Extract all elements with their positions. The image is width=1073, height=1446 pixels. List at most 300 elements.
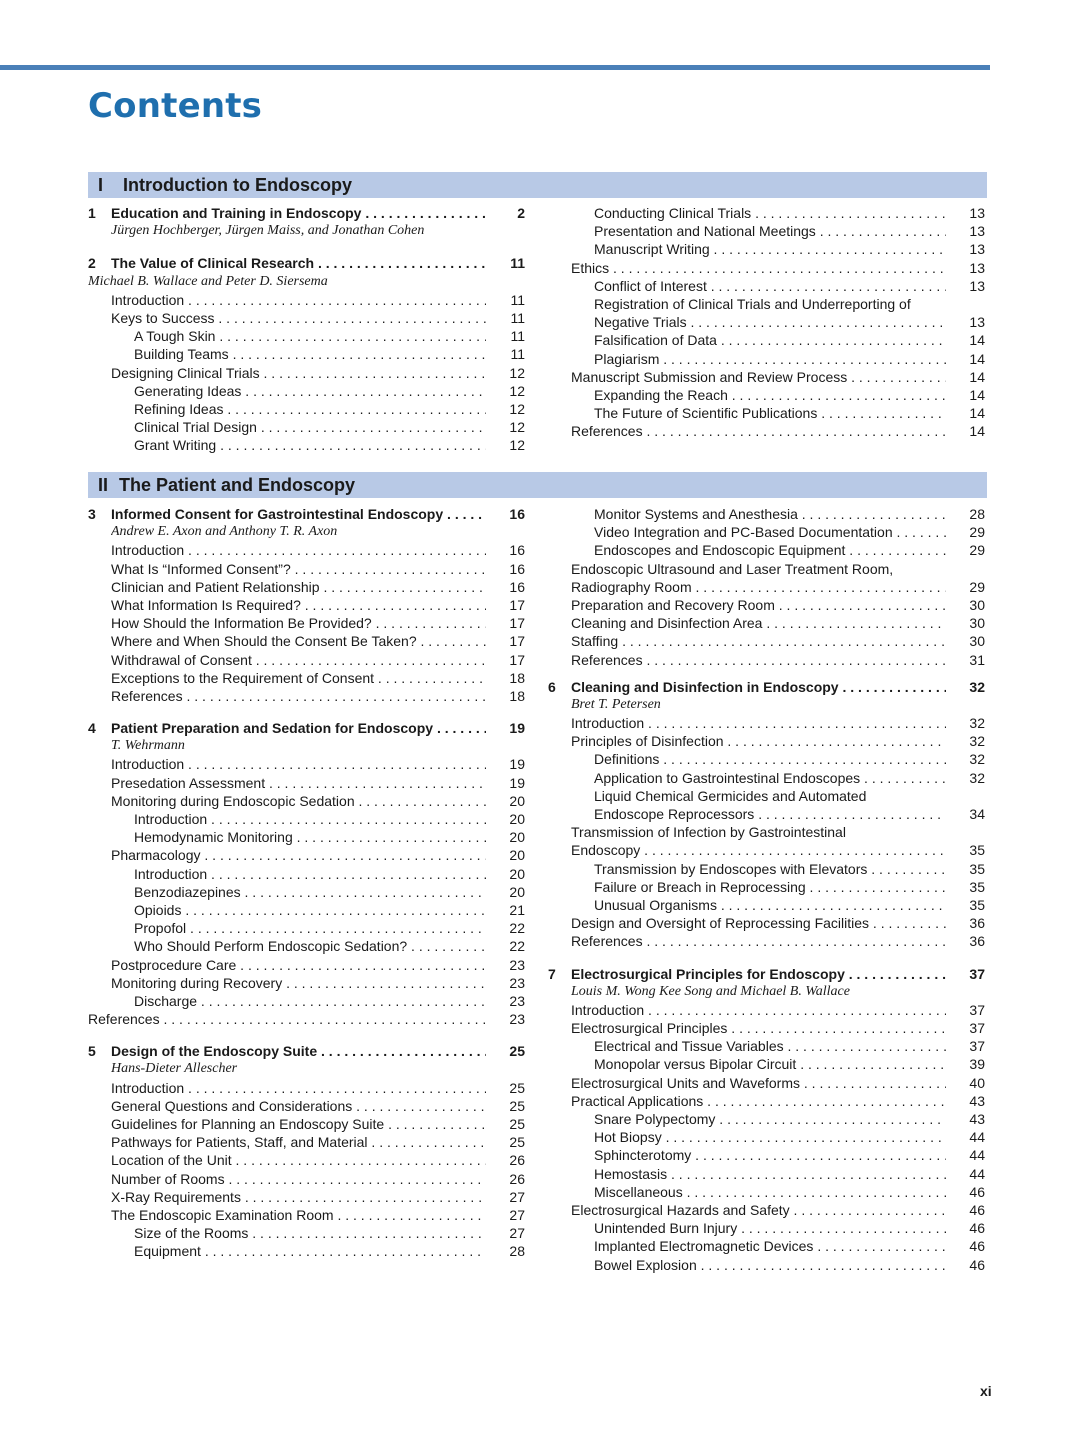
entry-title: Introduction . . . <box>111 1079 486 1097</box>
entry-page-number: 26 <box>509 1152 525 1169</box>
entry-page-number: 23 <box>509 974 525 991</box>
entry-title: References . . . <box>571 651 946 669</box>
entry-title: References . . . <box>571 422 946 440</box>
toc-entry[interactable] <box>548 331 988 349</box>
top-rule <box>0 65 990 70</box>
entry-title: Manuscript Submission and Review Process . . . <box>571 368 946 386</box>
toc-chapter-entry[interactable] <box>88 719 528 737</box>
toc-entry[interactable] <box>548 404 988 422</box>
entry-page-number: 32 <box>969 733 985 750</box>
entry-page-number: 14 <box>969 405 985 422</box>
entry-page-number: 14 <box>969 332 985 349</box>
entry-title: Hans-Dieter Allescher <box>111 1061 238 1077</box>
toc-entry[interactable] <box>548 1165 988 1183</box>
entry-title: X-Ray Requirements . . . <box>111 1188 486 1206</box>
toc-entry[interactable] <box>88 1133 528 1151</box>
part-band-2 <box>88 472 987 498</box>
toc-chapter-entry[interactable] <box>88 204 528 222</box>
entry-page-number: 16 <box>509 560 525 577</box>
entry-title: Building Teams . . . <box>134 345 486 363</box>
toc-entry[interactable] <box>548 240 988 258</box>
entry-page-number: 19 <box>509 720 525 737</box>
entry-title: Where and When Should the Consent Be Taken? . . . <box>111 632 486 650</box>
toc-entry[interactable] <box>88 956 528 974</box>
entry-title: Snare Polypectomy . . . <box>594 1110 946 1128</box>
chapter-number: 6 <box>548 678 556 695</box>
toc-entry[interactable] <box>88 810 528 828</box>
toc-entry[interactable] <box>548 714 988 732</box>
toc-entry[interactable] <box>88 1206 528 1224</box>
toc-chapter-entry[interactable] <box>88 1042 528 1060</box>
entry-title: Andrew E. Axon and Anthony T. R. Axon <box>111 524 338 540</box>
entry-title: General Questions and Considerations . . . <box>111 1097 486 1115</box>
entry-title: Patient Preparation and Sedation for Endoscopy . . . <box>111 719 486 737</box>
toc-column-part2-right <box>548 505 988 1274</box>
toc-entry[interactable] <box>88 974 528 992</box>
entry-title: What Is “Informed Consent”? . . . <box>111 560 486 578</box>
entry-page-number: 25 <box>509 1097 525 1114</box>
toc-entry[interactable] <box>548 841 988 859</box>
chapter-authors <box>88 222 528 240</box>
toc-entry[interactable] <box>88 541 528 559</box>
toc-entry[interactable] <box>88 992 528 1010</box>
entry-page-number: 27 <box>509 1225 525 1242</box>
toc-entry[interactable] <box>88 596 528 614</box>
toc-entry[interactable] <box>548 614 988 632</box>
entry-title: How Should the Information Be Provided? . . . <box>111 614 486 632</box>
entry-title: Guidelines for Planning an Endoscopy Suite . . . <box>111 1115 486 1133</box>
toc-entry[interactable] <box>548 313 988 331</box>
entry-title: Grant Writing . . . <box>134 436 486 454</box>
toc-entry[interactable] <box>548 651 988 669</box>
toc-entry[interactable] <box>548 259 988 277</box>
entry-page-number: 20 <box>509 792 525 809</box>
chapter-authors <box>548 983 988 1001</box>
spacer <box>88 1028 528 1042</box>
toc-entry[interactable] <box>88 291 528 309</box>
entry-page-number: 35 <box>969 860 985 877</box>
toc-entry[interactable] <box>548 1201 988 1219</box>
entry-page-number: 14 <box>969 350 985 367</box>
entry-page-number: 22 <box>509 920 525 937</box>
entry-page-number: 12 <box>509 400 525 417</box>
toc-entry[interactable] <box>548 1055 988 1073</box>
toc-entry[interactable] <box>548 505 988 523</box>
toc-entry[interactable] <box>88 919 528 937</box>
toc-entry[interactable] <box>548 295 988 313</box>
toc-entry[interactable] <box>88 1079 528 1097</box>
toc-entry[interactable] <box>88 1188 528 1206</box>
spacer <box>88 705 528 719</box>
entry-title: Failure or Breach in Reprocessing . . . <box>594 878 946 896</box>
toc-entry[interactable] <box>88 792 528 810</box>
entry-page-number: 20 <box>509 811 525 827</box>
entry-page-number: 12 <box>509 382 525 399</box>
toc-entry[interactable] <box>548 560 988 578</box>
toc-entry[interactable] <box>548 787 988 805</box>
part-number: II <box>98 475 109 495</box>
entry-title: Conflict of Interest . . . <box>594 277 946 295</box>
entry-title: Hemostasis . . . <box>594 1165 946 1183</box>
entry-page-number: 20 <box>509 865 525 882</box>
entry-page-number: 12 <box>509 364 525 381</box>
toc-entry[interactable] <box>88 846 528 864</box>
entry-title: Withdrawal of Consent . . . <box>111 651 486 669</box>
entry-title: Clinical Trial Design . . . <box>134 418 486 436</box>
entry-title: References . . . <box>88 1010 486 1028</box>
toc-entry[interactable] <box>548 750 988 768</box>
entry-title: Propofol . . . <box>134 919 486 937</box>
chapter-authors <box>88 273 528 291</box>
entry-page-number: 22 <box>509 938 525 955</box>
entry-page-number: 13 <box>969 205 985 221</box>
entry-title: Clinician and Patient Relationship . . . <box>111 578 486 596</box>
entry-title: Falsification of Data . . . <box>594 331 946 349</box>
entry-page-number: 37 <box>969 1001 985 1018</box>
entry-page-number: 23 <box>509 992 525 1009</box>
chapter-number: 2 <box>88 255 96 272</box>
entry-page-number: 30 <box>969 633 985 650</box>
entry-title: Equipment . . . <box>134 1242 486 1260</box>
entry-title: Video Integration and PC-Based Documentation . . . <box>594 523 946 541</box>
toc-entry[interactable] <box>548 769 988 787</box>
toc-entry[interactable] <box>548 1237 988 1255</box>
entry-page-number: 43 <box>969 1111 985 1127</box>
entry-page-number: 20 <box>509 829 525 846</box>
toc-entry[interactable] <box>88 560 528 578</box>
toc-entry[interactable] <box>88 364 528 382</box>
entry-page-number: 37 <box>969 1038 985 1055</box>
toc-entry[interactable] <box>548 368 988 386</box>
toc-entry[interactable] <box>548 1092 988 1110</box>
entry-title: Informed Consent for Gastrointestinal Endoscopy . . . <box>111 505 486 523</box>
entry-page-number: 30 <box>969 596 985 613</box>
toc-entry[interactable] <box>548 386 988 404</box>
toc-entry[interactable] <box>88 1170 528 1188</box>
chapter-number: 5 <box>88 1043 96 1060</box>
entry-title: Definitions . . . <box>594 750 946 768</box>
toc-entry[interactable] <box>88 828 528 846</box>
entry-title: Discharge . . . <box>134 992 486 1010</box>
entry-page-number: 44 <box>969 1129 985 1146</box>
entry-title: Presentation and National Meetings . . . <box>594 222 946 240</box>
part-number: I <box>98 175 104 195</box>
entry-page-number: 46 <box>969 1201 985 1218</box>
entry-title: Bret T. Petersen <box>571 696 661 712</box>
entry-title: Benzodiazepines . . . <box>134 883 486 901</box>
entry-title: Unusual Organisms . . . <box>594 896 946 914</box>
toc-entry[interactable] <box>548 878 988 896</box>
toc-chapter-entry[interactable] <box>548 678 988 696</box>
toc-entry[interactable] <box>548 732 988 750</box>
entry-title: Principles of Disinfection . . . <box>571 732 946 750</box>
entry-page-number: 11 <box>510 309 525 326</box>
toc-entry[interactable] <box>548 1074 988 1092</box>
entry-title: Monitoring during Endoscopic Sedation . . . <box>111 792 486 810</box>
entry-title: A Tough Skin . . . <box>134 327 486 345</box>
entry-title: Miscellaneous . . . <box>594 1183 946 1201</box>
entry-title: Monitoring during Recovery . . . <box>111 974 486 992</box>
toc-entry[interactable] <box>548 596 988 614</box>
entry-title: References . . . <box>571 932 946 950</box>
entry-page-number: 20 <box>509 847 525 864</box>
entry-title: Electrosurgical Hazards and Safety . . . <box>571 1201 946 1219</box>
entry-title: Practical Applications . . . <box>571 1092 946 1110</box>
entry-page-number: 17 <box>509 651 525 668</box>
part-title: Introduction to Endoscopy <box>123 175 352 195</box>
entry-title: Opioids . . . <box>134 901 486 919</box>
entry-page-number: 28 <box>969 506 985 522</box>
entry-page-number: 17 <box>509 615 525 632</box>
entry-page-number: 30 <box>969 615 985 632</box>
chapter-authors <box>548 696 988 714</box>
toc-column-part1-right <box>548 204 988 440</box>
toc-entry[interactable] <box>548 805 988 823</box>
entry-page-number: 23 <box>509 1011 525 1028</box>
entry-page-number: 11 <box>510 328 525 345</box>
entry-title: Negative Trials . . . <box>594 313 946 331</box>
toc-entry[interactable] <box>88 937 528 955</box>
entry-title: Conducting Clinical Trials . . . <box>594 204 946 222</box>
entry-page-number: 2 <box>517 205 525 221</box>
spacer <box>548 951 988 965</box>
toc-entry[interactable] <box>88 774 528 792</box>
toc-entry[interactable] <box>88 578 528 596</box>
entry-page-number: 35 <box>969 878 985 895</box>
entry-title: Introduction . . . <box>111 291 486 309</box>
entry-page-number: 11 <box>510 346 525 363</box>
entry-title: Electrical and Tissue Variables . . . <box>594 1037 946 1055</box>
entry-page-number: 19 <box>509 774 525 791</box>
toc-entry[interactable] <box>548 1146 988 1164</box>
spacer <box>88 240 528 254</box>
toc-entry[interactable] <box>548 1183 988 1201</box>
entry-page-number: 12 <box>509 419 525 436</box>
toc-entry[interactable] <box>88 651 528 669</box>
toc-entry[interactable] <box>88 865 528 883</box>
toc-entry[interactable] <box>548 578 988 596</box>
entry-page-number: 12 <box>509 437 525 454</box>
toc-entry[interactable] <box>548 523 988 541</box>
toc-entry[interactable] <box>88 687 528 705</box>
entry-page-number: 27 <box>509 1188 525 1205</box>
toc-entry[interactable] <box>88 883 528 901</box>
entry-page-number: 43 <box>969 1092 985 1109</box>
page-number: xi <box>980 1383 992 1399</box>
entry-page-number: 44 <box>969 1147 985 1164</box>
toc-entry[interactable] <box>548 1256 988 1274</box>
entry-title: Plagiarism . . . <box>594 350 946 368</box>
entry-title: Designing Clinical Trials . . . <box>111 364 486 382</box>
entry-page-number: 29 <box>969 578 985 595</box>
entry-title: Michael B. Wallace and Peter D. Siersema <box>88 273 328 289</box>
spacer <box>548 669 988 678</box>
entry-title: Presedation Assessment . . . <box>111 774 486 792</box>
entry-title: Design and Oversight of Reprocessing Facilities . . . <box>571 914 946 932</box>
toc-entry[interactable] <box>548 350 988 368</box>
entry-page-number: 25 <box>509 1134 525 1151</box>
entry-title: Location of the Unit . . . <box>111 1151 486 1169</box>
toc-entry[interactable] <box>88 327 528 345</box>
entry-title: Number of Rooms . . . <box>111 1170 486 1188</box>
toc-entry[interactable] <box>548 860 988 878</box>
toc-entry[interactable] <box>88 1224 528 1242</box>
toc-entry[interactable] <box>88 1242 528 1260</box>
toc-entry[interactable] <box>88 1010 528 1028</box>
entry-title: Cleaning and Disinfection Area . . . <box>571 614 946 632</box>
entry-title: Louis M. Wong Kee Song and Michael B. Wallace <box>571 983 850 999</box>
entry-title: Education and Training in Endoscopy . . . <box>111 204 486 222</box>
toc-column-part2-left <box>88 505 528 1261</box>
toc-entry[interactable] <box>548 896 988 914</box>
toc-entry[interactable] <box>88 1097 528 1115</box>
toc-entry[interactable] <box>548 277 988 295</box>
toc-chapter-entry[interactable] <box>88 505 528 523</box>
toc-entry[interactable] <box>88 614 528 632</box>
entry-title: Implanted Electromagnetic Devices . . . <box>594 1237 946 1255</box>
entry-title: Preparation and Recovery Room . . . <box>571 596 946 614</box>
toc-entry[interactable] <box>548 1037 988 1055</box>
entry-page-number: 32 <box>969 751 985 768</box>
entry-page-number: 11 <box>510 291 525 308</box>
chapter-number: 1 <box>88 205 96 221</box>
toc-entry[interactable] <box>548 914 988 932</box>
toc-entry[interactable] <box>88 400 528 418</box>
entry-page-number: 26 <box>509 1170 525 1187</box>
entry-page-number: 28 <box>509 1243 525 1260</box>
entry-page-number: 32 <box>969 678 985 695</box>
entry-page-number: 20 <box>509 883 525 900</box>
entry-title: Introduction . . . <box>134 865 486 883</box>
toc-chapter-entry[interactable] <box>548 965 988 983</box>
toc-entry[interactable] <box>88 309 528 327</box>
entry-page-number: 14 <box>969 386 985 403</box>
toc-entry[interactable] <box>548 823 988 841</box>
toc-column-part1-left <box>88 204 528 454</box>
entry-title: Ethics . . . <box>571 259 946 277</box>
entry-page-number: 36 <box>969 915 985 932</box>
entry-title: The Value of Clinical Research . . . <box>111 254 486 272</box>
toc-entry[interactable] <box>88 669 528 687</box>
toc-entry[interactable] <box>88 1115 528 1133</box>
entry-page-number: 19 <box>509 756 525 773</box>
toc-entry[interactable] <box>88 436 528 454</box>
entry-page-number: 14 <box>969 368 985 385</box>
toc-entry[interactable] <box>88 418 528 436</box>
toc-entry[interactable] <box>88 901 528 919</box>
toc-entry[interactable] <box>88 755 528 773</box>
entry-page-number: 27 <box>509 1206 525 1223</box>
toc-entry[interactable] <box>548 632 988 650</box>
toc-entry[interactable] <box>548 222 988 240</box>
entry-page-number: 35 <box>969 842 985 859</box>
entry-page-number: 35 <box>969 896 985 913</box>
entry-page-number: 32 <box>969 769 985 786</box>
entry-page-number: 23 <box>509 956 525 973</box>
chapter-authors <box>88 1060 528 1078</box>
entry-title: Jürgen Hochberger, Jürgen Maiss, and Jonathan Cohen <box>111 223 425 239</box>
part-title: The Patient and Endoscopy <box>119 475 356 495</box>
toc-entry[interactable] <box>88 345 528 363</box>
entry-title: Monitor Systems and Anesthesia . . . <box>594 505 946 523</box>
entry-title: Introduction . . . <box>134 810 486 828</box>
part-band-1 <box>88 172 987 198</box>
toc-chapter-entry[interactable] <box>88 254 528 272</box>
entry-title: Registration of Clinical Trials and Underreporting of <box>594 295 911 312</box>
entry-title: Endoscopes and Endoscopic Equipment . . . <box>594 541 946 559</box>
toc-entry[interactable] <box>548 1001 988 1019</box>
entry-title: Electrosurgical Units and Waveforms . . . <box>571 1074 946 1092</box>
entry-page-number: 17 <box>509 633 525 650</box>
entry-page-number: 40 <box>969 1074 985 1091</box>
toc-entry[interactable] <box>88 632 528 650</box>
entry-page-number: 37 <box>969 1020 985 1037</box>
toc-entry[interactable] <box>548 422 988 440</box>
entry-page-number: 13 <box>969 241 985 258</box>
entry-title: Monopolar versus Bipolar Circuit . . . <box>594 1055 946 1073</box>
entry-title: Who Should Perform Endoscopic Sedation? . . . <box>134 937 486 955</box>
toc-entry[interactable] <box>548 932 988 950</box>
chapter-number: 4 <box>88 720 96 737</box>
toc-entry[interactable] <box>548 541 988 559</box>
entry-page-number: 25 <box>509 1079 525 1096</box>
entry-title: Hot Biopsy . . . <box>594 1128 946 1146</box>
entry-page-number: 16 <box>509 542 525 559</box>
entry-page-number: 34 <box>969 806 985 822</box>
entry-page-number: 29 <box>969 524 985 541</box>
entry-page-number: 37 <box>969 965 985 982</box>
toc-entry[interactable] <box>548 1128 988 1146</box>
toc-entry[interactable] <box>548 204 988 222</box>
entry-title: Exceptions to the Requirement of Consent . . . <box>111 669 486 687</box>
entry-title: Staffing . . . <box>571 632 946 650</box>
entry-title: Postprocedure Care . . . <box>111 956 486 974</box>
entry-title: Electrosurgical Principles . . . <box>571 1019 946 1037</box>
toc-entry[interactable] <box>88 382 528 400</box>
entry-page-number: 32 <box>969 715 985 732</box>
entry-title: Design of the Endoscopy Suite . . . <box>111 1042 486 1060</box>
entry-page-number: 14 <box>969 423 985 440</box>
entry-page-number: 46 <box>969 1220 985 1237</box>
entry-title: Introduction . . . <box>111 541 486 559</box>
toc-entry[interactable] <box>548 1019 988 1037</box>
entry-title: Introduction . . . <box>111 755 486 773</box>
entry-title: Transmission by Endoscopes with Elevators . . . <box>594 860 946 878</box>
toc-entry[interactable] <box>548 1110 988 1128</box>
entry-page-number: 25 <box>509 1043 525 1060</box>
chapter-authors <box>88 523 528 541</box>
toc-entry[interactable] <box>548 1219 988 1237</box>
entry-page-number: 13 <box>969 314 985 331</box>
entry-title: Electrosurgical Principles for Endoscopy . . . <box>571 965 946 983</box>
chapter-number: 7 <box>548 965 556 982</box>
entry-title: Endoscopy . . . <box>571 841 946 859</box>
entry-title: Application to Gastrointestinal Endoscopes . . . <box>594 769 946 787</box>
entry-title: The Future of Scientific Publications . . . <box>594 404 946 422</box>
entry-title: What Information Is Required? . . . <box>111 596 486 614</box>
entry-page-number: 46 <box>969 1238 985 1255</box>
entry-title: T. Wehrmann <box>111 738 185 754</box>
entry-title: Introduction . . . <box>571 1001 946 1019</box>
entry-title: Unintended Burn Injury . . . <box>594 1219 946 1237</box>
page-title: Contents <box>88 86 263 126</box>
entry-title: Bowel Explosion . . . <box>594 1256 946 1274</box>
entry-page-number: 46 <box>969 1256 985 1273</box>
entry-page-number: 44 <box>969 1165 985 1182</box>
entry-title: Hemodynamic Monitoring . . . <box>134 828 486 846</box>
entry-page-number: 18 <box>509 669 525 686</box>
toc-entry[interactable] <box>88 1151 528 1169</box>
